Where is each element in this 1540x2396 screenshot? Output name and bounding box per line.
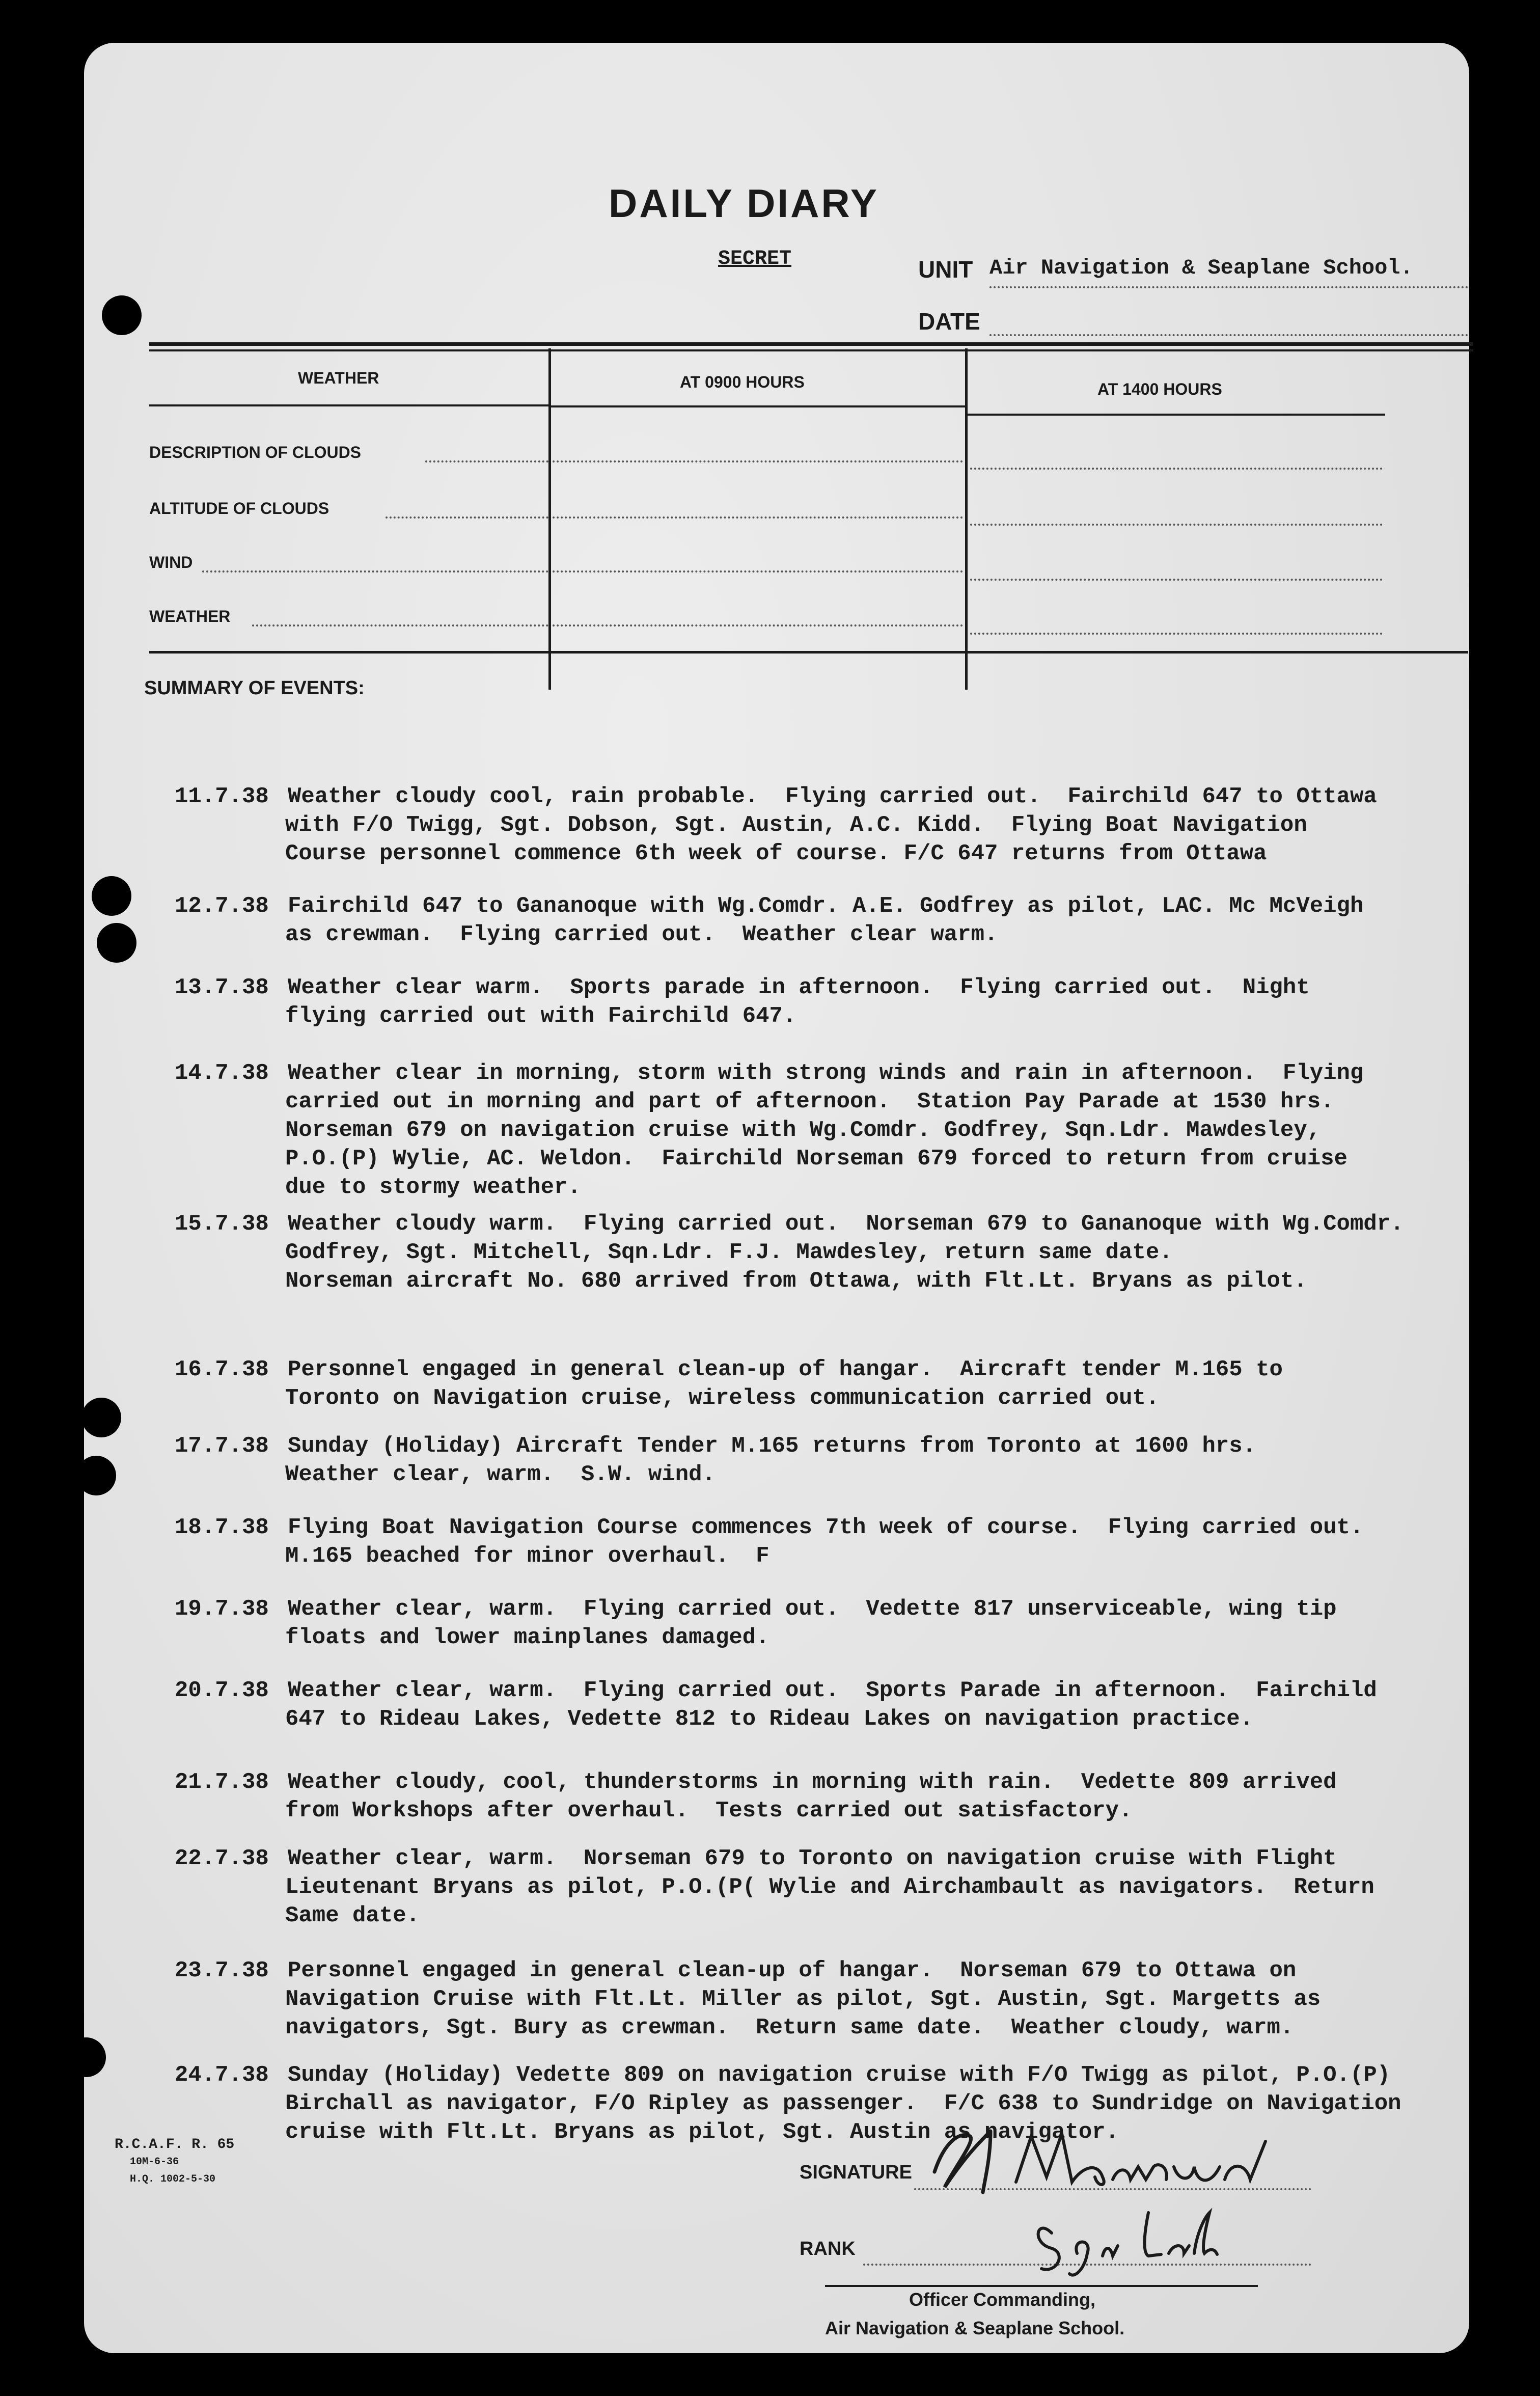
event-text-line: Course personnel commence 6th week of course. F/C 647 returns from Ottawa [285, 841, 1267, 866]
event-date: 11.7.38 [175, 784, 269, 809]
event-text-line: Norseman 679 on navigation cruise with Wg.Comdr. Godfrey, Sqn.Ldr. Mawdesley, [285, 1118, 1321, 1143]
rank-handwriting [1021, 2197, 1235, 2279]
event-date: 19.7.38 [175, 1596, 269, 1622]
event-text-line: Navigation Cruise with Flt.Lt. Miller as pilot, Sgt. Austin, Sgt. Margetts as [285, 1986, 1321, 2012]
event-text-line: due to stormy weather. [285, 1175, 581, 1200]
unit-value: Air Navigation & Seaplane School. [989, 256, 1413, 280]
event-date: 21.7.38 [175, 1769, 269, 1795]
event-date: 24.7.38 [175, 2062, 269, 2088]
binder-hole [76, 1456, 116, 1495]
event-text-line: Weather cloudy warm. Flying carried out. Norseman 679 to Gananoque with Wg.Comdr. [288, 1211, 1404, 1237]
event-text-line: Weather clear warm. Sports parade in afternoon. Flying carried out. Night [288, 975, 1310, 1000]
event-text-line: Flying Boat Navigation Course commences 7th week of course. Flying carried out. [288, 1515, 1364, 1540]
event-text-line: Personnel engaged in general clean-up of hangar. Aircraft tender M.165 to [288, 1357, 1283, 1382]
event-date: 18.7.38 [175, 1515, 269, 1540]
signature-handwriting [914, 2111, 1332, 2202]
row-label-description-of-clouds: DESCRIPTION OF CLOUDS [149, 443, 362, 461]
unit-label: UNIT [918, 256, 973, 283]
event-text-line: Sunday (Holiday) Vedette 809 on navigation cruise with F/O Twigg as pilot, P.O.(P) [288, 2062, 1391, 2088]
event-text-line: Lieutenant Bryans as pilot, P.O.(P( Wylie and Airchambault as navigators. Return [285, 1874, 1374, 1900]
event-date: 13.7.38 [175, 975, 269, 1000]
event-text-line: cruise with Flt.Lt. Bryans as pilot, Sgt. Austin as navigator. [285, 2119, 1119, 2145]
event-date: 15.7.38 [175, 1211, 269, 1237]
event-text-line: with F/O Twigg, Sgt. Dobson, Sgt. Austin, A.C. Kidd. Flying Boat Navigation [285, 812, 1307, 838]
event-date: 20.7.38 [175, 1678, 269, 1703]
event-text-line: Weather clear in morning, storm with strong winds and rain in afternoon. Flying [288, 1060, 1364, 1086]
event-text-line: Weather clear, warm. Flying carried out. Sports Parade in afternoon. Fairchild [288, 1678, 1377, 1703]
event-text-line: Weather cloudy cool, rain probable. Flying carried out. Fairchild 647 to Ottawa [288, 784, 1377, 809]
event-text-line: navigators, Sgt. Bury as crewman. Return same date. Weather cloudy, warm. [285, 2015, 1294, 2040]
event-text-line: Sunday (Holiday) Aircraft Tender M.165 returns from Toronto at 1600 hrs. [288, 1433, 1256, 1459]
event-date: 12.7.38 [175, 893, 269, 919]
officer-commanding: Officer Commanding, [909, 2289, 1096, 2310]
event-date: 14.7.38 [175, 1060, 269, 1086]
event-text-line: P.O.(P) Wylie, AC. Weldon. Fairchild Norseman 679 forced to return from cruise [285, 1146, 1348, 1172]
table-header-weather: WEATHER [298, 369, 379, 387]
event-text-line: carried out in morning and part of afternoon. Station Pay Parade at 1530 hrs. [285, 1089, 1334, 1114]
event-text-line: M.165 beached for minor overhaul. F [285, 1543, 769, 1569]
event-text-line: Birchall as navigator, F/O Ripley as passenger. F/C 638 to Sundridge on Navigation [285, 2091, 1401, 2116]
event-text-line: Weather clear, warm. S.W. wind. [285, 1462, 716, 1487]
rank-label: RANK [800, 2238, 856, 2259]
event-text-line: from Workshops after overhaul. Tests carried out satisfactory. [285, 1798, 1133, 1823]
secret-stamp: SECRET [718, 248, 792, 270]
officer-school: Air Navigation & Seaplane School. [825, 2318, 1125, 2338]
signature-label: SIGNATURE [800, 2162, 912, 2183]
row-label-wind: WIND [149, 553, 193, 571]
event-date: 17.7.38 [175, 1433, 269, 1459]
event-text-line: Personnel engaged in general clean-up of hangar. Norseman 679 to Ottawa on [288, 1958, 1297, 1983]
binder-hole [66, 2037, 106, 2077]
event-text-line: 647 to Rideau Lakes, Vedette 812 to Rideau Lakes on navigation practice. [285, 1706, 1254, 1732]
binder-hole [81, 1398, 121, 1437]
event-text-line: as crewman. Flying carried out. Weather clear warm. [285, 922, 998, 947]
binder-hole [97, 923, 136, 963]
event-text-line: Weather clear, warm. Flying carried out. Vedette 817 unserviceable, wing tip [288, 1596, 1337, 1622]
binder-hole [92, 876, 131, 916]
row-label-altitude-of-clouds: ALTITUDE OF CLOUDS [149, 499, 329, 518]
table-header-1400: AT 1400 HOURS [1097, 380, 1222, 398]
date-label: DATE [918, 308, 980, 335]
summary-label: SUMMARY OF EVENTS: [144, 677, 365, 699]
event-text-line: floats and lower mainplanes damaged. [285, 1625, 769, 1650]
diary-sheet [84, 43, 1469, 2353]
form-code: R.C.A.F. R. 65 10M-6-36 H.Q. 1002-5-30 [115, 2137, 235, 2185]
event-date: 16.7.38 [175, 1357, 269, 1382]
event-text-line: Toronto on Navigation cruise, wireless communication carried out. [285, 1385, 1160, 1411]
event-text-line: Weather clear, warm. Norseman 679 to Toronto on navigation cruise with Flight [288, 1846, 1337, 1871]
event-text-line: Norseman aircraft No. 680 arrived from Ottawa, with Flt.Lt. Bryans as pilot. [285, 1268, 1307, 1294]
event-date: 22.7.38 [175, 1846, 269, 1871]
event-date: 23.7.38 [175, 1958, 269, 1983]
event-text-line: Godfrey, Sgt. Mitchell, Sqn.Ldr. F.J. Mawdesley, return same date. [285, 1240, 1173, 1265]
event-text-line: Weather cloudy, cool, thunderstorms in morning with rain. Vedette 809 arrived [288, 1769, 1337, 1795]
binder-hole [102, 295, 142, 335]
table-header-0900: AT 0900 HOURS [680, 373, 805, 391]
event-text-line: Fairchild 647 to Gananoque with Wg.Comdr. A.E. Godfrey as pilot, LAC. Mc McVeigh [288, 893, 1364, 919]
event-text-line: flying carried out with Fairchild 647. [285, 1003, 796, 1029]
page-title: DAILY DIARY [609, 181, 879, 226]
event-text-line: Same date. [285, 1903, 420, 1928]
row-label-weather: WEATHER [149, 607, 231, 625]
